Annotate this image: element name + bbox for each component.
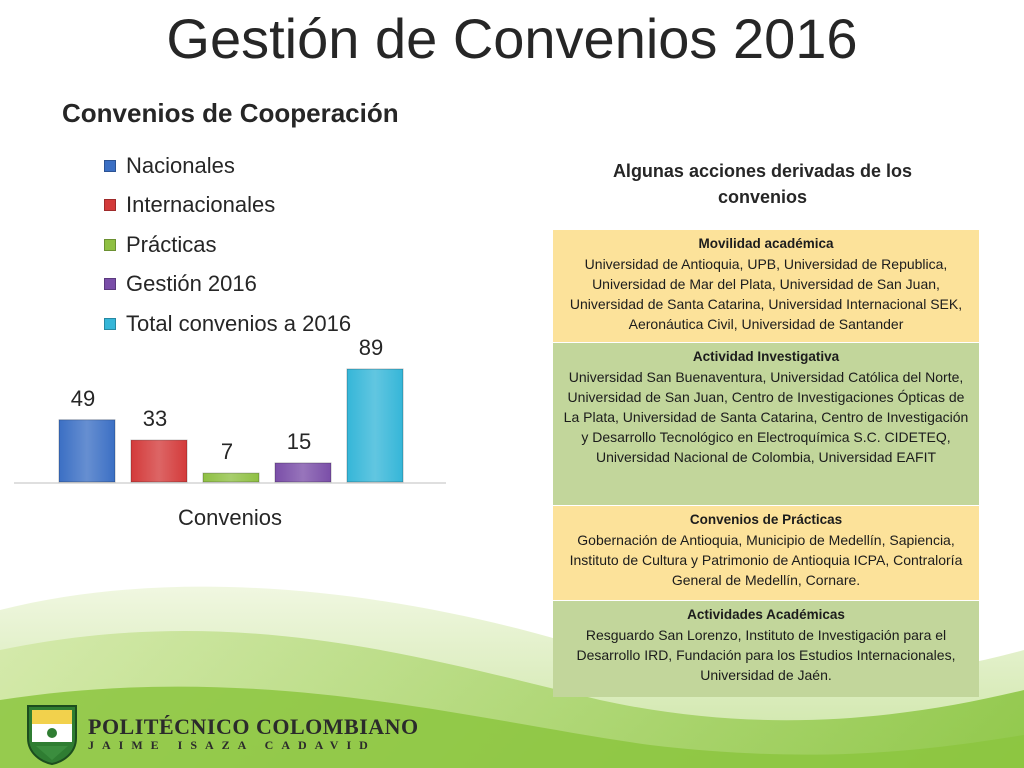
legend-label-practicas: Prácticas bbox=[126, 231, 217, 257]
box-title-movilidad: Movilidad académica bbox=[698, 236, 834, 251]
legend-label-nacionales: Nacionales bbox=[126, 152, 235, 178]
institution-subtitle: JAIME ISAZA CADAVID bbox=[88, 738, 376, 752]
legend-swatch-nacionales bbox=[104, 160, 116, 172]
box-convenios-practicas bbox=[553, 506, 979, 600]
legend-label-internacionales: Internacionales bbox=[126, 192, 276, 218]
box-title-investigativa: Actividad Investigativa bbox=[692, 349, 840, 364]
institution-crest-icon bbox=[24, 702, 80, 766]
box-title-academicas: Actividades Académicas bbox=[687, 607, 845, 622]
legend-swatch-internacionales bbox=[104, 199, 116, 211]
data-label-gesti-n-2016: 15 bbox=[286, 428, 312, 454]
box-body-academicas: Resguardo San Lorenzo, Instituto de Investigación para el Desarrollo IRD, Fundación para los Estudios Internacionales, Universidad de Jaén. bbox=[576, 627, 956, 683]
data-label-internacionales: 33 bbox=[142, 406, 168, 432]
box-body-practicas: Gobernación de Antioquia, Municipio de Medellín, Sapiencia, Instituto de Cultura y Patrimonio de Antioquia ICPA, Contraloría General de Medellín, Cornare. bbox=[569, 532, 963, 588]
box-body-movilidad: Universidad de Antioquia, UPB, Universidad de Republica, Universidad de Mar del Plata, Universidad de San Juan, Universidad de Santa Catarina, Universidad Internacional SEK, Aeronáutica Civil, Universidad de Santander bbox=[569, 256, 963, 332]
bar-nacionales bbox=[59, 420, 115, 482]
bar-internacionales bbox=[131, 440, 187, 482]
institution-name: POLITÉCNICO COLOMBIANO bbox=[88, 714, 419, 739]
legend-swatch-practicas bbox=[104, 239, 116, 251]
legend-swatch-total bbox=[104, 318, 116, 330]
bar-gesti-n-2016 bbox=[275, 463, 331, 482]
legend-item-gestion-2016 bbox=[104, 265, 351, 305]
institution-wordmark bbox=[88, 714, 419, 753]
data-label-nacionales: 49 bbox=[70, 385, 96, 411]
box-movilidad-academica bbox=[553, 230, 979, 342]
box-actividades-academicas bbox=[553, 601, 979, 697]
legend-item-total bbox=[104, 304, 351, 344]
chart-legend bbox=[104, 146, 351, 344]
bar-total-convenios-a-2016 bbox=[347, 369, 403, 482]
box-body-investigativa: Universidad San Buenaventura, Universidad Católica del Norte, Universidad de San Juan, Centro de Investigaciones Ópticas de La Plata, Universidad de Santa Catarina, Centro de Investigación y Desarrollo Tecnológico en Electroquímica S.C. CIDETEQ, Universidad Nacional de Colombia, Universidad EAFIT bbox=[563, 369, 969, 465]
bar-pr-cticas bbox=[203, 473, 259, 482]
data-label-pr-cticas: 7 bbox=[220, 439, 234, 465]
data-label-total-convenios-a-2016: 89 bbox=[358, 335, 384, 360]
legend-item-internacionales bbox=[104, 186, 351, 226]
legend-swatch-gestion-2016 bbox=[104, 278, 116, 290]
legend-item-nacionales bbox=[104, 146, 351, 186]
legend-label-total: Total convenios a 2016 bbox=[126, 310, 352, 336]
box-actividad-investigativa bbox=[553, 343, 979, 505]
box-title-practicas: Convenios de Prácticas bbox=[689, 512, 843, 527]
chart-subtitle: Convenios de Cooperación bbox=[62, 98, 399, 128]
actions-header: Algunas acciones derivadas de los convenios bbox=[612, 161, 913, 207]
slide-title: Gestión de Convenios 2016 bbox=[166, 7, 858, 70]
legend-label-gestion-2016: Gestión 2016 bbox=[126, 271, 257, 297]
x-axis-category-label: Convenios bbox=[178, 505, 282, 530]
legend-item-practicas bbox=[104, 225, 351, 265]
